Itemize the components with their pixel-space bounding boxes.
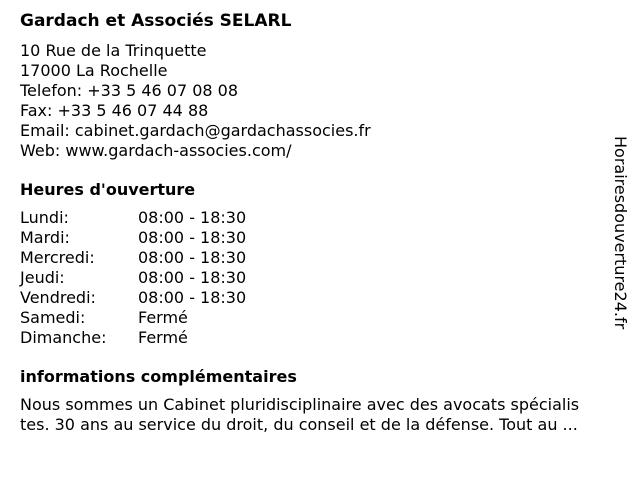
day-hours: 08:00 - 18:30 bbox=[138, 248, 247, 267]
contact-block bbox=[20, 41, 610, 161]
business-card bbox=[20, 10, 610, 435]
info-heading: informations complémentaires bbox=[20, 367, 297, 386]
site-watermark: Horairesdouverture24.fr bbox=[611, 136, 630, 330]
hours-heading: Heures d'ouverture bbox=[20, 180, 196, 199]
hours-row-wednesday bbox=[20, 248, 610, 268]
day-label: Samedi: bbox=[20, 308, 86, 327]
business-name: Gardach et Associés SELARL bbox=[20, 11, 292, 31]
day-hours: Fermé bbox=[138, 328, 188, 347]
day-hours: 08:00 - 18:30 bbox=[138, 228, 247, 247]
day-label: Mardi: bbox=[20, 228, 70, 247]
day-label: Mercredi: bbox=[20, 248, 95, 267]
hours-table bbox=[20, 208, 610, 348]
day-hours: 08:00 - 18:30 bbox=[138, 268, 247, 287]
address-street: 10 Rue de la Trinquette bbox=[20, 41, 207, 60]
day-hours: 08:00 - 18:30 bbox=[138, 288, 247, 307]
description-line: Nous sommes un Cabinet pluridisciplinaire avec des avocats spécialis bbox=[20, 395, 580, 414]
fax-number: Fax: +33 5 46 07 44 88 bbox=[20, 101, 209, 120]
phone-number: Telefon: +33 5 46 07 08 08 bbox=[20, 81, 239, 100]
day-hours: Fermé bbox=[138, 308, 188, 327]
day-label: Lundi: bbox=[20, 208, 69, 227]
hours-row-sunday bbox=[20, 328, 610, 348]
description-line: tes. 30 ans au service du droit, du conseil et de la défense. Tout au ... bbox=[20, 415, 578, 434]
website-url: Web: www.gardach-associes.com/ bbox=[20, 141, 292, 160]
day-label: Vendredi: bbox=[20, 288, 96, 307]
hours-row-friday bbox=[20, 288, 610, 308]
hours-row-tuesday bbox=[20, 228, 610, 248]
hours-row-monday bbox=[20, 208, 610, 228]
info-description bbox=[20, 395, 632, 435]
day-label: Dimanche: bbox=[20, 328, 107, 347]
day-label: Jeudi: bbox=[20, 268, 65, 287]
day-hours: 08:00 - 18:30 bbox=[138, 208, 247, 227]
hours-row-thursday bbox=[20, 268, 610, 288]
address-city: 17000 La Rochelle bbox=[20, 61, 168, 80]
email-address: Email: cabinet.gardach@gardachassocies.fr bbox=[20, 121, 371, 140]
hours-row-saturday bbox=[20, 308, 610, 328]
